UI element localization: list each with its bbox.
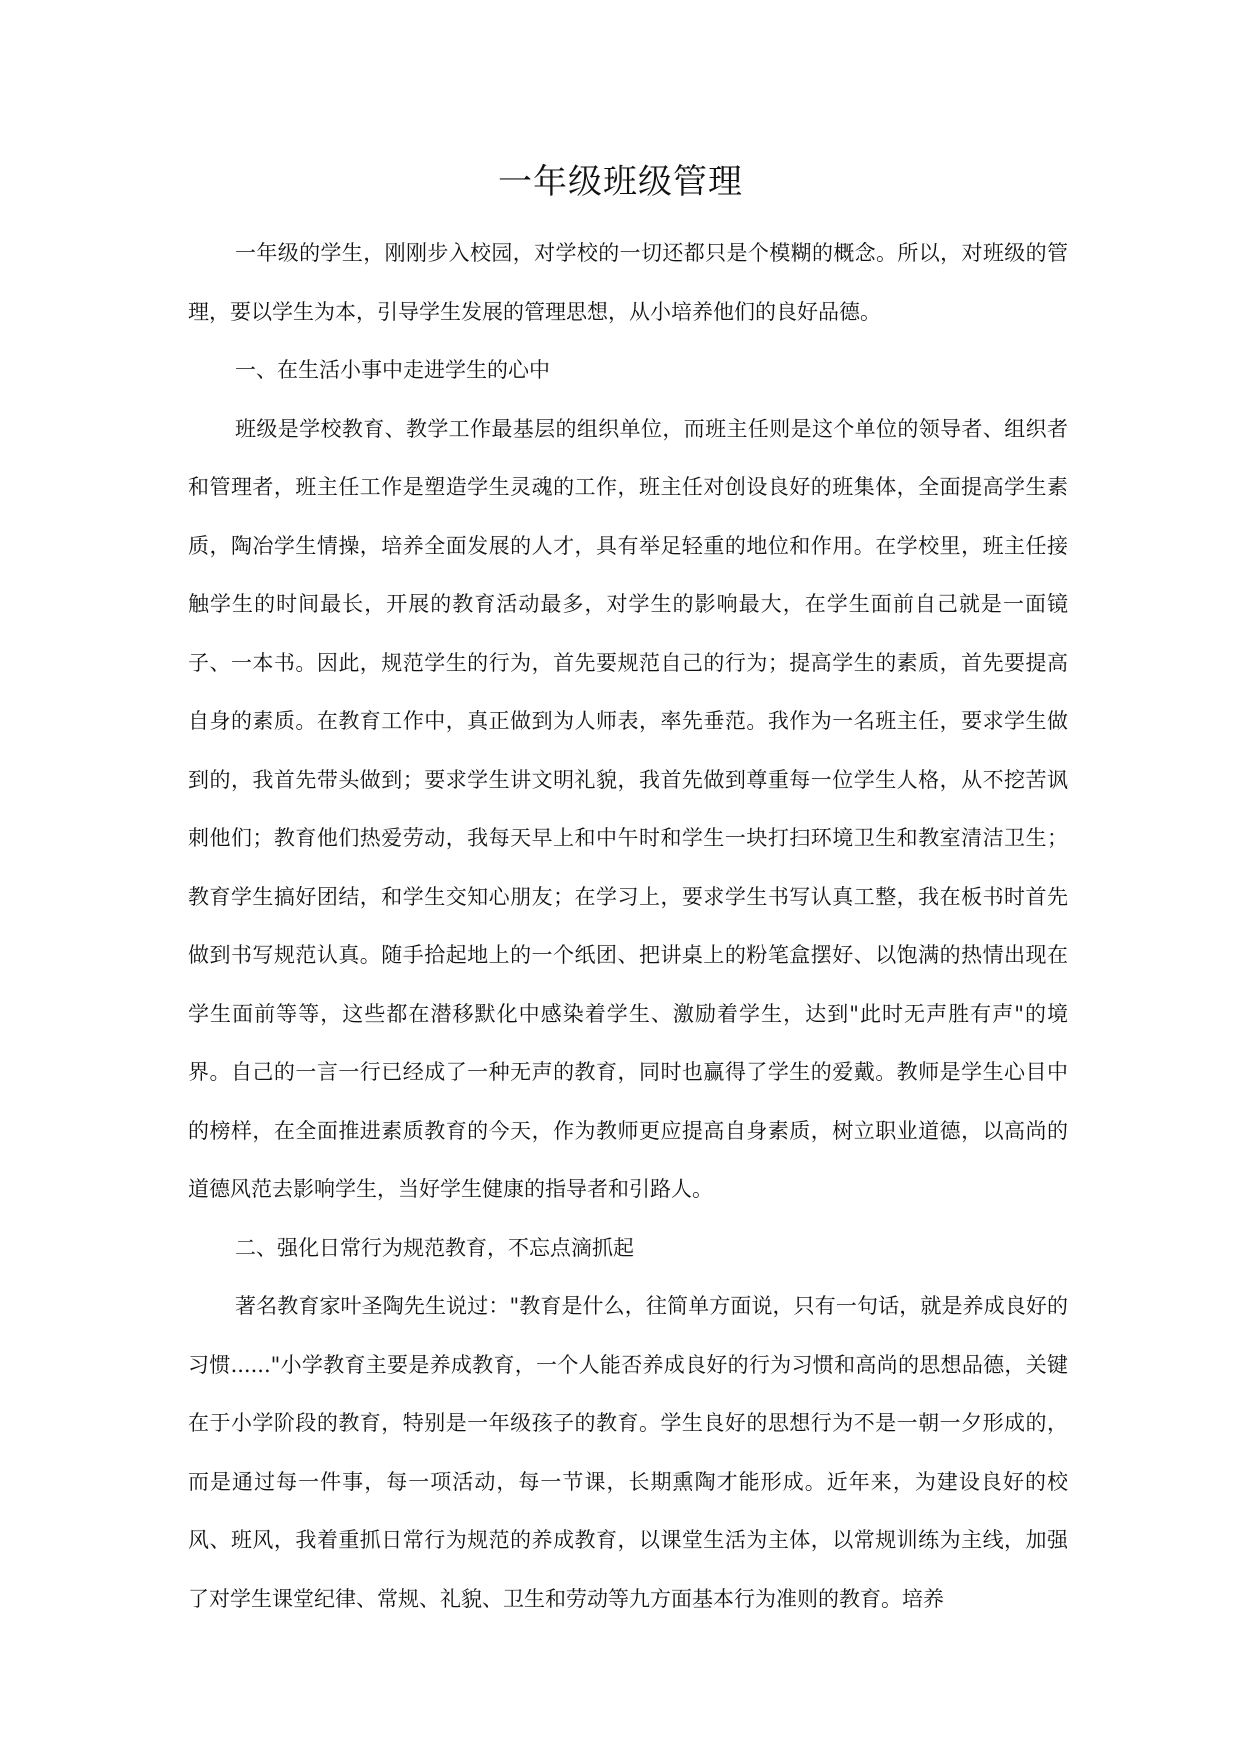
section-1-heading: 一、在生活小事中走进学生的心中: [235, 358, 550, 382]
intro-paragraph: 一年级的学生，刚刚步入校园，对学校的一切还都只是个模糊的概念。所以，对班级的管理，要以学生为本，引导学生发展的管理思想，从小培养他们的良好品德。: [188, 241, 1068, 324]
document-title: 一年级班级管理: [498, 162, 743, 202]
section-1-paragraph: 班级是学校教育、教学工作最基层的组织单位，而班主任则是这个单位的领导者、组织者和管理者，班主任工作是塑造学生灵魂的工作，班主任对创设良好的班集体，全面提高学生素质，陶冶学生情操，培养全面发展的人才，具有举足轻重的地位和作用。在学校里，班主任接触学生的时间最长，开展的教育活动最多，对学生的影响最大，在学生面前自己就是一面镜子、一本书。因此，规范学生的行为，首先要规范自己的行为；提高学生的素质，首先要提高自身的素质。在教育工作中，真正做到为人师表，率先垂范。我作为一名班主任，要求学生做到的，我首先带头做到；要求学生讲文明礼貌，我首先做到尊重每一位学生人格，从不挖苦讽刺他们；教育他们热爱劳动，我每天早上和中午时和学生一块打扫环境卫生和教室清洁卫生；教育学生搞好团结，和学生交知心朋友；在学习上，要求学生书写认真工整，我在板书时首先做到书写规范认真。随手拾起地上的一个纸团、把讲桌上的粉笔盒摆好、以饱满的热情出现在学生面前等等，这些都在潜移默化中感染着学生、激励着学生，达到"此时无声胜有声"的境界。自己的一言一行已经成了一种无声的教育，同时也赢得了学生的爱戴。教师是学生心目中的榜样，在全面推进素质教育的今天，作为教师更应提高自身素质，树立职业道德，以高尚的道德风范去影响学生，当好学生健康的指导者和引路人。: [188, 416, 1068, 1201]
document-body: [188, 224, 1068, 1628]
section-2-heading: 二、强化日常行为规范教育，不忘点滴抓起: [235, 1235, 634, 1260]
section-2-paragraph: 著名教育家叶圣陶先生说过："教育是什么，往简单方面说，只有一句话，就是养成良好的习惯......"小学教育主要是养成教育，一个人能否养成良好的行为习惯和高尚的思想品德，关键在于小学阶段的教育，特别是一年级孩子的教育。学生良好的思想行为不是一朝一夕形成的，而是通过每一件事，每一项活动，每一节课，长期熏陶才能形成。近年来，为建设良好的校风、班风，我着重抓日常行为规范的养成教育，以课堂生活为主体，以常规训练为主线，加强了对学生课堂纪律、常规、礼貌、卫生和劳动等九方面基本行为准则的教育。培养: [188, 1294, 1068, 1611]
